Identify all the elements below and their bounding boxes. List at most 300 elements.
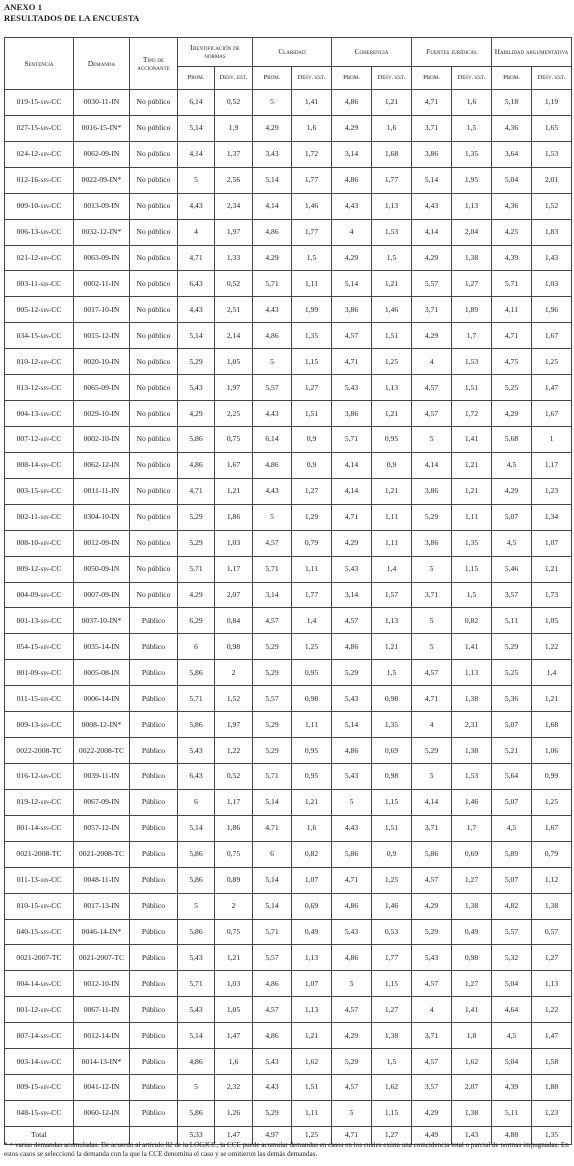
cell-demanda: 0020-10-IN <box>74 349 130 375</box>
cell-value: 5,29 <box>332 660 372 686</box>
cell-value: 5 <box>412 608 452 634</box>
cell-value: 1,52 <box>532 193 572 219</box>
table-row <box>5 297 572 323</box>
cell-value: 1,8 <box>452 1023 492 1049</box>
cell-value: 0,79 <box>292 530 332 556</box>
cell-value: 4,82 <box>492 893 532 919</box>
cell-sentencia: 019-15-sin-CC <box>5 90 74 116</box>
cell-value: 3,71 <box>412 297 452 323</box>
table-row <box>5 712 572 738</box>
cell-value: 4 <box>412 349 452 375</box>
cell-value: 1,77 <box>372 945 412 971</box>
cell-sentencia: 004-13-sin-CC <box>5 401 74 427</box>
cell-value: 4,29 <box>332 530 372 556</box>
cell-value: 4,43 <box>253 478 292 504</box>
cell-value: 1,68 <box>372 141 412 167</box>
cell-value: 5,14 <box>332 271 372 297</box>
total-value: 1,43 <box>452 1126 492 1144</box>
cell-sentencia: 009-10-sin-CC <box>5 193 74 219</box>
cell-sentencia: 009-15-sin-CC <box>5 1075 74 1101</box>
cell-value: 1,15 <box>372 789 412 815</box>
cell-value: 1,68 <box>532 712 572 738</box>
cell-value: 5,29 <box>253 712 292 738</box>
cell-sentencia: 0021-2007-TC <box>5 945 74 971</box>
cell-value: 5,43 <box>412 945 452 971</box>
cell-value: 3,71 <box>412 1023 452 1049</box>
cell-value: 1,07 <box>532 530 572 556</box>
cell-value: 1,99 <box>292 297 332 323</box>
cell-value: 1,27 <box>452 971 492 997</box>
cell-value: 1,27 <box>292 375 332 401</box>
cell-demanda: 0304-10-IN <box>74 504 130 530</box>
cell-demanda: 0017-10-IN <box>74 297 130 323</box>
total-value: 1,47 <box>215 1126 253 1144</box>
cell-sentencia: 008-14-sin-CC <box>5 452 74 478</box>
cell-value: 5,29 <box>253 1100 292 1126</box>
cell-value: 1,41 <box>452 997 492 1023</box>
cell-sentencia: 007-12-sin-CC <box>5 426 74 452</box>
cell-sentencia: 003-15-sin-CC <box>5 478 74 504</box>
cell-value: 0,75 <box>215 841 253 867</box>
cell-value: 5 <box>253 90 292 116</box>
cell-value: 0,49 <box>292 919 332 945</box>
cell-demanda: 0002-11-IN <box>74 271 130 297</box>
cell-demanda: 0016-15-IN* <box>74 115 130 141</box>
cell-value: 1,25 <box>292 634 332 660</box>
cell-value: 1,6 <box>372 115 412 141</box>
cell-value: 1,57 <box>372 582 412 608</box>
cell-value: 1,34 <box>532 504 572 530</box>
cell-value: 1,67 <box>532 323 572 349</box>
cell-value: 5 <box>178 167 215 193</box>
cell-value: 1,33 <box>215 245 253 271</box>
cell-value: 5,43 <box>332 556 372 582</box>
cell-value: 1,21 <box>215 478 253 504</box>
table-row <box>5 452 572 478</box>
cell-value: 4,29 <box>412 1100 452 1126</box>
cell-value: 1,06 <box>532 738 572 764</box>
cell-value: 4,86 <box>332 167 372 193</box>
cell-value: 5,29 <box>253 660 292 686</box>
cell-tipo: No público <box>130 297 178 323</box>
cell-value: 5,57 <box>253 375 292 401</box>
cell-value: 0,52 <box>215 271 253 297</box>
cell-value: 5,29 <box>492 634 532 660</box>
cell-value: 1,15 <box>452 556 492 582</box>
total-value: 4,49 <box>412 1126 452 1144</box>
cell-value: 1,46 <box>452 789 492 815</box>
cell-tipo: No público <box>130 452 178 478</box>
total-value: 4,71 <box>332 1126 372 1144</box>
cell-sentencia: 054-15-sin-CC <box>5 634 74 660</box>
cell-value: 1,41 <box>292 90 332 116</box>
cell-sentencia: 001-14-sin-CC <box>5 815 74 841</box>
table-row <box>5 608 572 634</box>
cell-value: 2,31 <box>452 712 492 738</box>
cell-value: 5,04 <box>492 1049 532 1075</box>
cell-value: 1,46 <box>372 893 412 919</box>
cell-value: 3,14 <box>332 141 372 167</box>
total-value: 1,35 <box>532 1126 572 1144</box>
cell-value: 1,67 <box>532 401 572 427</box>
cell-value: 0,98 <box>452 945 492 971</box>
cell-value: 5 <box>253 349 292 375</box>
cell-value: 1,72 <box>452 401 492 427</box>
cell-value: 0,95 <box>372 426 412 452</box>
cell-value: 1,67 <box>532 815 572 841</box>
cell-value: 1,38 <box>372 1023 412 1049</box>
cell-tipo: Público <box>130 1049 178 1075</box>
cell-value: 1,97 <box>215 375 253 401</box>
cell-value: 4 <box>412 712 452 738</box>
cell-value: 5,43 <box>178 997 215 1023</box>
cell-tipo: No público <box>130 271 178 297</box>
total-value: 5,33 <box>178 1126 215 1144</box>
cell-value: 5,86 <box>178 426 215 452</box>
table-row <box>5 530 572 556</box>
cell-value: 0,69 <box>452 841 492 867</box>
cell-value: 2,04 <box>452 219 492 245</box>
cell-value: 2,14 <box>215 323 253 349</box>
cell-value: 4,14 <box>332 478 372 504</box>
cell-tipo: Público <box>130 919 178 945</box>
cell-value: 1,51 <box>452 375 492 401</box>
cell-sentencia: 013-12-sin-CC <box>5 375 74 401</box>
cell-value: 4,71 <box>332 349 372 375</box>
cell-value: 4,57 <box>332 323 372 349</box>
cell-value: 1,05 <box>215 349 253 375</box>
cell-value: 4,57 <box>253 530 292 556</box>
cell-value: 1,6 <box>215 1049 253 1075</box>
cell-tipo: No público <box>130 530 178 556</box>
cell-value: 1,53 <box>452 763 492 789</box>
cell-demanda: 0014-13-IN* <box>74 1049 130 1075</box>
cell-value: 0,57 <box>532 919 572 945</box>
cell-tipo: No público <box>130 115 178 141</box>
cell-value: 4,36 <box>492 115 532 141</box>
cell-value: 5,71 <box>253 919 292 945</box>
cell-value: 4 <box>412 997 452 1023</box>
cell-value: 0,95 <box>292 738 332 764</box>
cell-demanda: 0002-10-IN <box>74 426 130 452</box>
cell-value: 1,5 <box>372 660 412 686</box>
cell-value: 5,57 <box>253 686 292 712</box>
cell-value: 5,18 <box>492 90 532 116</box>
cell-value: 1,03 <box>532 271 572 297</box>
cell-value: 4,71 <box>332 867 372 893</box>
cell-value: 5,43 <box>178 375 215 401</box>
cell-value: 0,9 <box>372 452 412 478</box>
cell-value: 1,27 <box>452 867 492 893</box>
cell-tipo: No público <box>130 167 178 193</box>
cell-value: 1,05 <box>215 997 253 1023</box>
cell-value: 1,38 <box>452 686 492 712</box>
table-row <box>5 815 572 841</box>
cell-value: 4,86 <box>332 738 372 764</box>
cell-value: 1,07 <box>292 971 332 997</box>
cell-value: 0,84 <box>215 608 253 634</box>
cell-value: 5,43 <box>178 738 215 764</box>
cell-value: 1,11 <box>292 712 332 738</box>
cell-value: 2 <box>215 660 253 686</box>
cell-value: 4,57 <box>412 1049 452 1075</box>
cell-value: 5,89 <box>492 841 532 867</box>
cell-value: 1,29 <box>292 504 332 530</box>
cell-value: 5,14 <box>253 789 292 815</box>
cell-demanda: 0035-14-IN <box>74 634 130 660</box>
cell-value: 5,11 <box>492 1100 532 1126</box>
cell-value: 4,43 <box>253 297 292 323</box>
cell-value: 1,17 <box>215 789 253 815</box>
cell-value: 5,43 <box>178 945 215 971</box>
table-row <box>5 1023 572 1049</box>
cell-value: 4,71 <box>412 686 452 712</box>
cell-sentencia: 008-10-sin-CC <box>5 530 74 556</box>
cell-value: 5,29 <box>178 530 215 556</box>
cell-value: 0,9 <box>372 841 412 867</box>
cell-value: 1,4 <box>532 660 572 686</box>
cell-value: 4,29 <box>253 245 292 271</box>
cell-value: 1,17 <box>532 452 572 478</box>
cell-value: 1,27 <box>292 478 332 504</box>
cell-value: 2,32 <box>215 1075 253 1101</box>
cell-value: 3,57 <box>412 1075 452 1101</box>
cell-value: 1,58 <box>532 1049 572 1075</box>
cell-demanda: 0048-11-IN <box>74 867 130 893</box>
cell-value: 5,14 <box>253 167 292 193</box>
cell-value: 5,71 <box>492 271 532 297</box>
cell-value: 4,71 <box>178 245 215 271</box>
cell-tipo: Público <box>130 686 178 712</box>
cell-value: 1,46 <box>372 297 412 323</box>
cell-value: 1,21 <box>372 90 412 116</box>
cell-value: 1,13 <box>372 375 412 401</box>
cell-tipo: Público <box>130 945 178 971</box>
cell-value: 5 <box>332 971 372 997</box>
cell-value: 1,52 <box>215 686 253 712</box>
cell-value: 1,25 <box>532 789 572 815</box>
cell-sentencia: 010-12-sin-CC <box>5 349 74 375</box>
cell-value: 1,95 <box>452 167 492 193</box>
header-coherencia: Coherencia <box>332 38 412 67</box>
cell-value: 1,27 <box>372 997 412 1023</box>
cell-demanda: 0057-12-IN <box>74 815 130 841</box>
table-row <box>5 660 572 686</box>
cell-value: 2,25 <box>215 401 253 427</box>
cell-value: 1,4 <box>292 608 332 634</box>
cell-value: 4,86 <box>253 219 292 245</box>
table-row <box>5 271 572 297</box>
cell-value: 0,49 <box>452 919 492 945</box>
table-row <box>5 90 572 116</box>
cell-value: 4,29 <box>412 323 452 349</box>
cell-value: 1,38 <box>452 893 492 919</box>
cell-value: 1,15 <box>372 1100 412 1126</box>
cell-value: 5,46 <box>492 556 532 582</box>
cell-value: 2,07 <box>452 1075 492 1101</box>
cell-value: 1,4 <box>372 556 412 582</box>
cell-value: 4,5 <box>492 452 532 478</box>
cell-value: 1,11 <box>292 1100 332 1126</box>
cell-value: 5,29 <box>332 1049 372 1075</box>
subheader-claridad-desv: Desv. est. <box>292 67 332 90</box>
cell-demanda: 0062-12-IN <box>74 452 130 478</box>
cell-demanda: 0012-10-IN <box>74 971 130 997</box>
cell-value: 0,82 <box>452 608 492 634</box>
cell-value: 4,57 <box>412 660 452 686</box>
cell-demanda: 0015-12-IN <box>74 323 130 349</box>
cell-value: 1,35 <box>372 712 412 738</box>
cell-value: 1,21 <box>452 452 492 478</box>
cell-value: 1,43 <box>532 245 572 271</box>
cell-sentencia: 034-15-sin-CC <box>5 323 74 349</box>
cell-value: 5 <box>412 763 452 789</box>
cell-value: 1,25 <box>532 349 572 375</box>
table-row <box>5 738 572 764</box>
cell-value: 4,57 <box>332 997 372 1023</box>
table-row <box>5 582 572 608</box>
cell-value: 1,53 <box>532 141 572 167</box>
cell-sentencia: 021-12-sin-CC <box>5 245 74 271</box>
cell-value: 4,57 <box>412 867 452 893</box>
cell-demanda: 0006-14-IN <box>74 686 130 712</box>
cell-tipo: Público <box>130 738 178 764</box>
cell-demanda: 0067-09-IN <box>74 789 130 815</box>
cell-value: 1,47 <box>532 375 572 401</box>
cell-value: 1,67 <box>215 452 253 478</box>
subheader-coherencia-desv: Desv. est. <box>372 67 412 90</box>
subheader-fuentes-desv: Desv. est. <box>452 67 492 90</box>
cell-demanda: 0005-08-IN <box>74 660 130 686</box>
cell-value: 4,29 <box>178 401 215 427</box>
cell-sentencia: 012-16-sin-CC <box>5 167 74 193</box>
cell-value: 1,77 <box>292 582 332 608</box>
cell-value: 1,21 <box>532 556 572 582</box>
cell-value: 6,43 <box>178 271 215 297</box>
cell-value: 1,51 <box>292 1075 332 1101</box>
cell-value: 5,29 <box>412 504 452 530</box>
header-demanda: Demanda <box>74 38 130 90</box>
cell-sentencia: 002-11-sin-CC <box>5 504 74 530</box>
cell-value: 4,5 <box>492 1023 532 1049</box>
cell-tipo: Público <box>130 1075 178 1101</box>
cell-value: 5,07 <box>492 789 532 815</box>
cell-tipo: No público <box>130 141 178 167</box>
cell-sentencia: 001-13-sin-CC <box>5 608 74 634</box>
cell-value: 1,77 <box>292 219 332 245</box>
table-row <box>5 686 572 712</box>
cell-value: 5,29 <box>253 738 292 764</box>
cell-value: 1,13 <box>532 971 572 997</box>
cell-tipo: No público <box>130 219 178 245</box>
cell-value: 0,98 <box>215 634 253 660</box>
cell-value: 3,86 <box>412 141 452 167</box>
cell-value: 4,39 <box>492 1075 532 1101</box>
cell-value: 0,52 <box>215 763 253 789</box>
header-tipo-accionante: Tipo de accionante <box>130 38 178 90</box>
cell-tipo: Público <box>130 712 178 738</box>
cell-value: 1,05 <box>532 608 572 634</box>
cell-sentencia: 004-14-sin-CC <box>5 971 74 997</box>
cell-value: 3,57 <box>492 582 532 608</box>
cell-sentencia: 005-12-sin-CC <box>5 297 74 323</box>
cell-value: 1,46 <box>292 193 332 219</box>
cell-value: 5,25 <box>492 375 532 401</box>
cell-value: 1,07 <box>292 867 332 893</box>
cell-value: 4,71 <box>178 478 215 504</box>
cell-sentencia: 048-15-sin-CC <box>5 1100 74 1126</box>
cell-value: 5,21 <box>492 738 532 764</box>
cell-value: 1,41 <box>452 426 492 452</box>
cell-value: 4,71 <box>332 504 372 530</box>
cell-demanda: 0063-09-IN <box>74 245 130 271</box>
cell-tipo: No público <box>130 426 178 452</box>
cell-demanda: 0037-10-IN* <box>74 608 130 634</box>
cell-value: 5 <box>332 1100 372 1126</box>
cell-value: 1,41 <box>452 634 492 660</box>
cell-value: 4,86 <box>253 452 292 478</box>
cell-sentencia: 011-15-sin-CC <box>5 686 74 712</box>
cell-value: 5,14 <box>178 115 215 141</box>
table-row <box>5 634 572 660</box>
cell-value: 0,53 <box>372 919 412 945</box>
cell-sentencia: 004-09-sin-CC <box>5 582 74 608</box>
cell-value: 3,43 <box>253 141 292 167</box>
table-row <box>5 893 572 919</box>
cell-value: 1,21 <box>452 478 492 504</box>
cell-value: 1,21 <box>372 634 412 660</box>
cell-value: 4,57 <box>332 1075 372 1101</box>
cell-tipo: Público <box>130 660 178 686</box>
cell-value: 5,86 <box>178 919 215 945</box>
cell-value: 6 <box>178 789 215 815</box>
cell-value: 4,57 <box>332 608 372 634</box>
cell-value: 1,51 <box>292 401 332 427</box>
cell-value: 5,43 <box>332 763 372 789</box>
cell-value: 1,62 <box>292 1049 332 1075</box>
cell-value: 2,07 <box>215 582 253 608</box>
cell-value: 1,21 <box>372 271 412 297</box>
cell-value: 1,86 <box>215 815 253 841</box>
cell-demanda: 0007-09-IN <box>74 582 130 608</box>
cell-value: 4,29 <box>253 115 292 141</box>
cell-value: 1,13 <box>372 608 412 634</box>
cell-tipo: No público <box>130 504 178 530</box>
cell-value: 1,25 <box>372 349 412 375</box>
total-value: 4,88 <box>492 1126 532 1144</box>
cell-tipo: No público <box>130 193 178 219</box>
cell-value: 5 <box>253 504 292 530</box>
cell-value: 1,13 <box>292 945 332 971</box>
subheader-claridad-prom: Prom. <box>253 67 292 90</box>
cell-value: 4,86 <box>332 634 372 660</box>
cell-value: 1,21 <box>532 686 572 712</box>
cell-sentencia: 009-12-sin-CC <box>5 556 74 582</box>
subheader-habilidad-prom: Prom. <box>492 67 532 90</box>
cell-tipo: Público <box>130 789 178 815</box>
cell-demanda: 0017-13-IN <box>74 893 130 919</box>
cell-value: 1,17 <box>215 556 253 582</box>
cell-value: 4,29 <box>332 115 372 141</box>
cell-value: 4,43 <box>178 297 215 323</box>
cell-value: 4,14 <box>412 789 452 815</box>
cell-value: 1 <box>532 426 572 452</box>
cell-sentencia: 019-12-sin-CC <box>5 789 74 815</box>
cell-value: 4,86 <box>178 452 215 478</box>
cell-value: 5,14 <box>178 815 215 841</box>
cell-demanda: 0011-11-IN <box>74 478 130 504</box>
cell-value: 4,57 <box>253 608 292 634</box>
